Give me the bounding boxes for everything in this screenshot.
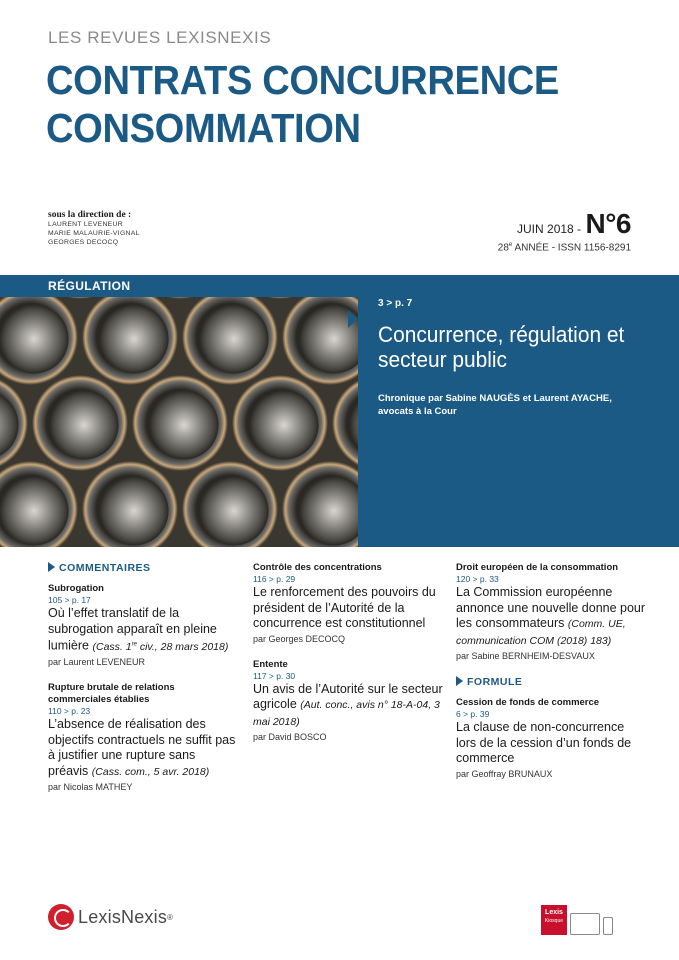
issue-number: N°6 bbox=[585, 208, 631, 239]
direction-label: sous la direction de : bbox=[48, 210, 132, 220]
article-author: par David BOSCO bbox=[253, 732, 327, 742]
pipe-interior bbox=[249, 390, 318, 459]
pipe-interior bbox=[49, 390, 118, 459]
feature-page-ref: 3 > p. 7 bbox=[378, 298, 413, 309]
journal-title-line1: CONTRATS CONCURRENCE bbox=[46, 57, 559, 103]
article-item[interactable] bbox=[48, 682, 238, 792]
column-commentaires bbox=[48, 562, 238, 807]
issue-info bbox=[498, 208, 631, 253]
director-name: LAURENT LEVENEUR bbox=[48, 221, 123, 228]
article-author: par Laurent LEVENEUR bbox=[48, 657, 146, 667]
publisher-logo: LexisNexis ® bbox=[48, 904, 173, 930]
feature-article[interactable] bbox=[378, 298, 648, 418]
section-formule: FORMULE bbox=[456, 676, 646, 688]
feature-headline: Concurrence, régulation et secteur public bbox=[378, 322, 625, 372]
article-title: Le renforcement des pouvoirs du président de l’Autorité de la concurrence est constitutionnel bbox=[253, 585, 436, 630]
pipe-interior bbox=[0, 304, 69, 373]
feature-section-label: RÉGULATION bbox=[0, 275, 358, 297]
director-name: GEORGES DECOCQ bbox=[48, 239, 119, 246]
article-item[interactable] bbox=[456, 697, 646, 779]
article-page-ref: 105 > p. 17 bbox=[48, 595, 91, 605]
issue-year-issn: 28e ANNÉE - ISSN 1156-8291 bbox=[497, 242, 631, 254]
issue-date: JUIN 2018 - bbox=[517, 222, 582, 236]
section-commentaires: COMMENTAIRES bbox=[48, 562, 238, 574]
lexis-kiosque-logo: Lexis Kiosque bbox=[541, 905, 567, 935]
lexisnexis-logo-icon bbox=[48, 904, 74, 930]
pipe-interior bbox=[149, 390, 218, 459]
column-right bbox=[456, 562, 646, 794]
article-rubric: Cession de fonds de commerce bbox=[456, 697, 600, 708]
director-name: MARIE MALAURIE-VIGNAL bbox=[48, 230, 140, 237]
pipe-interior bbox=[0, 476, 69, 545]
article-title: La clause de non-concurrence lors de la cession d’un fonds de commerce bbox=[456, 720, 632, 765]
pipe-interior bbox=[199, 476, 268, 545]
phone-icon bbox=[603, 917, 613, 935]
publisher-name: LexisNexis bbox=[78, 906, 168, 927]
article-rubric: Rupture brutale de relations commerciales établies bbox=[48, 682, 175, 705]
article-author: par Georges DECOCQ bbox=[253, 633, 346, 644]
article-page-ref: 6 > p. 39 bbox=[456, 709, 490, 719]
article-item[interactable] bbox=[456, 562, 646, 661]
pipes-photo bbox=[0, 297, 358, 547]
pipe-interior bbox=[199, 304, 268, 373]
article-rubric: Contrôle des concentrations bbox=[253, 562, 382, 573]
journal-title bbox=[46, 56, 559, 152]
column-middle bbox=[253, 562, 443, 757]
article-page-ref: 116 > p. 29 bbox=[253, 574, 296, 584]
article-rubric: Subrogation bbox=[48, 583, 104, 594]
journal-title-line2: CONSOMMATION bbox=[46, 105, 361, 151]
tablet-icon bbox=[570, 913, 600, 935]
article-author: par Nicolas MATHEY bbox=[48, 782, 133, 792]
article-author: par Geoffray BRUNAUX bbox=[456, 768, 553, 779]
article-author: par Sabine BERNHEIM-DESVAUX bbox=[456, 651, 595, 661]
kiosque-badge bbox=[541, 905, 613, 935]
article-title: Où l’effet translatif de la subrogation apparaît en pleine lumière (Cass. 1re civ., 28 mars 2018) bbox=[48, 606, 229, 653]
article-title: La Commission européenne annonce une nouvelle donne pour les consommateurs (Comm. UE, communication COM (2018) 183) bbox=[456, 585, 646, 647]
triangle-icon bbox=[48, 562, 55, 572]
feature-byline: Chronique par Sabine NAUGÈS et Laurent AYACHE, avocats à la Cour bbox=[378, 393, 612, 417]
article-page-ref: 120 > p. 33 bbox=[456, 574, 499, 584]
pipe-interior bbox=[99, 304, 168, 373]
editorial-direction bbox=[48, 210, 140, 247]
pipe-interior bbox=[99, 476, 168, 545]
article-page-ref: 117 > p. 30 bbox=[253, 670, 296, 681]
article-page-ref: 110 > p. 23 bbox=[48, 706, 91, 716]
triangle-icon bbox=[456, 676, 463, 686]
article-item[interactable] bbox=[48, 583, 238, 667]
article-title: Un avis de l’Autorité sur le secteur agricole (Aut. conc., avis n° 18-A-04, 3 mai 2018) bbox=[253, 681, 443, 728]
article-rubric: Entente bbox=[253, 658, 288, 670]
article-rubric: Droit européen de la consommation bbox=[456, 562, 619, 573]
feature-notch bbox=[348, 310, 358, 328]
pipes-illustration bbox=[0, 297, 358, 547]
article-item[interactable] bbox=[253, 659, 443, 743]
article-item[interactable] bbox=[253, 562, 443, 644]
series-label: LES REVUES LEXISNEXIS bbox=[48, 28, 272, 47]
article-title: L’absence de réalisation des objectifs contractuels ne suffit pas à justifier une rupture sans préavis (Cass. com., 5 avr. 2018) bbox=[48, 717, 236, 778]
